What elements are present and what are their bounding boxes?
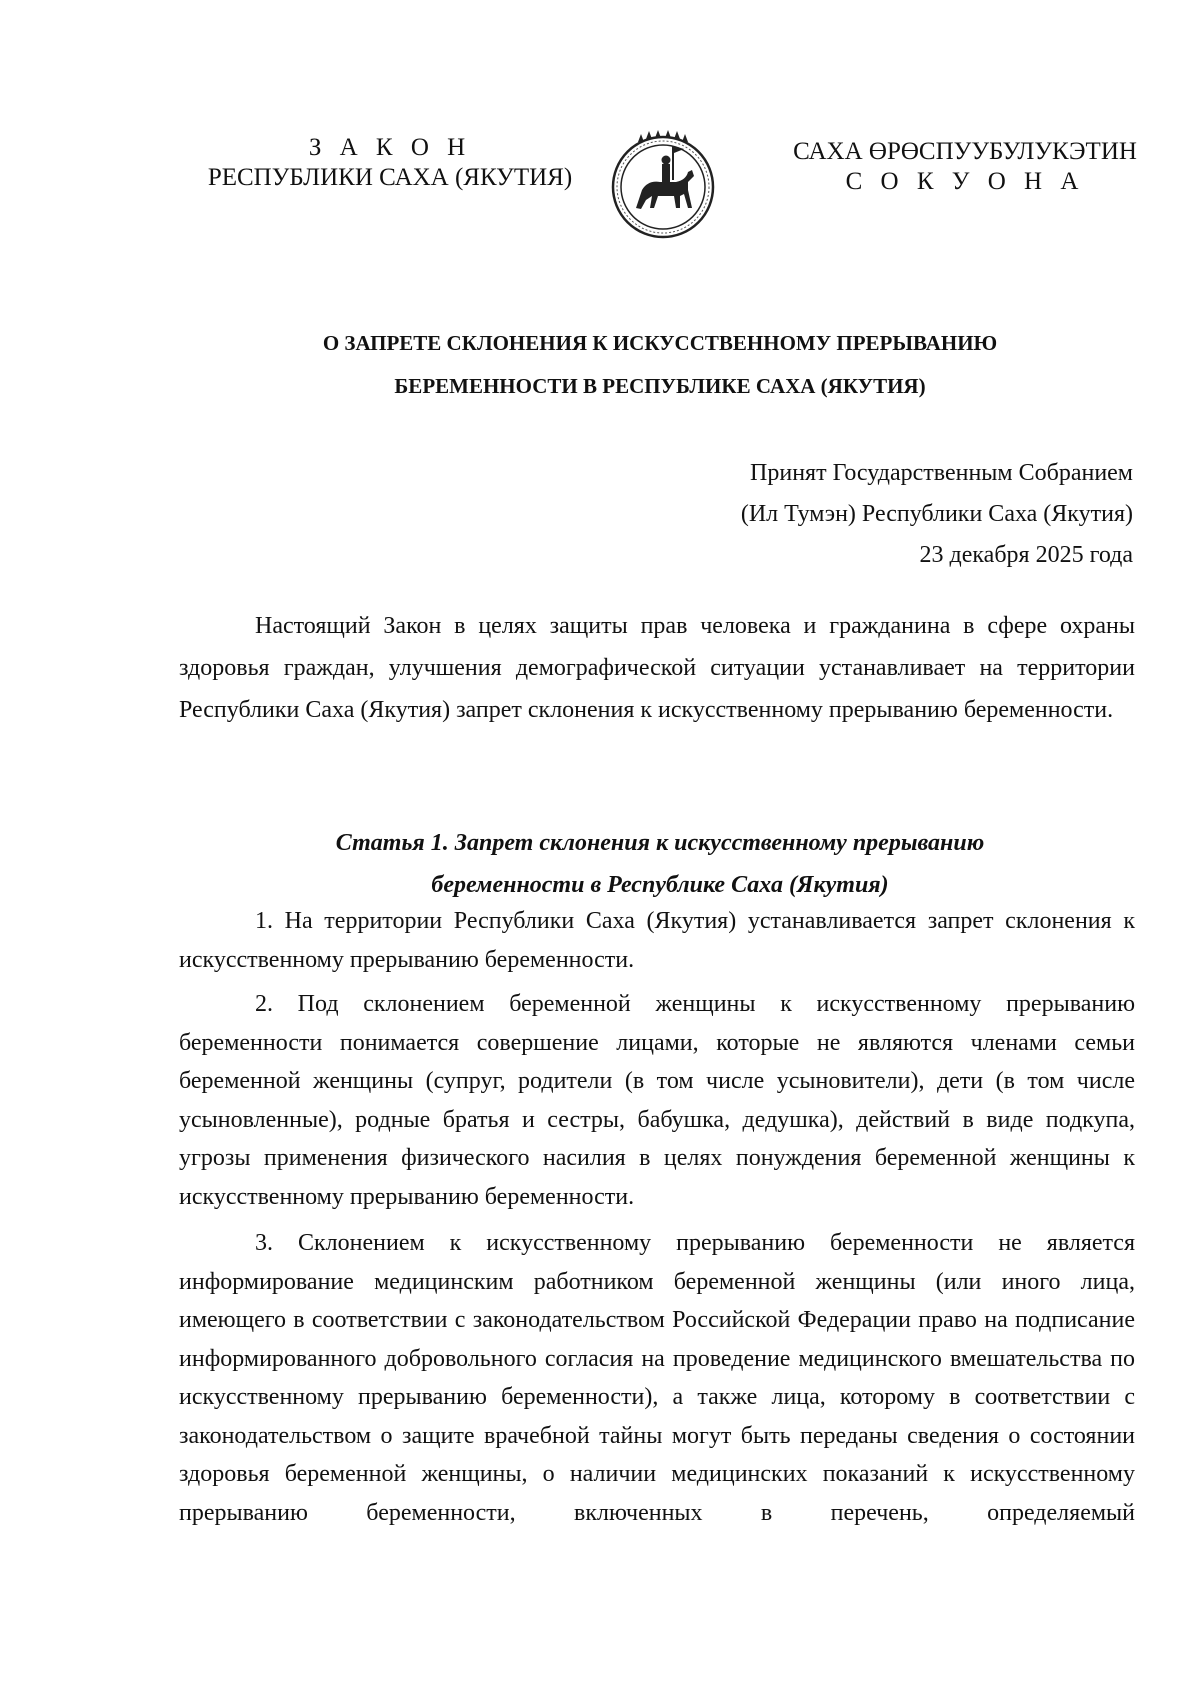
- adoption-block: [600, 453, 1133, 576]
- article-1-paragraph-2: 2. Под склонением беременной женщины к искусственному прерыванию беременности понимается совершение лицами, которые не являются членами семьи беременной женщины (супруг, родители (в том числе усыновители), дети (в том числе усыновленные), родные братья и сестры, бабушка, дедушка), действий в виде подкупа, угрозы применения физического насилия в целях понуждения беременной женщины к искусственному прерыванию беременности.: [179, 991, 1135, 1210]
- republic-name-sakha: САХА ӨРӨСПУУБУЛУКЭТИН: [793, 138, 1137, 165]
- article-1-heading-line1: Статья 1. Запрет склонения к искусственному прерыванию: [335, 830, 985, 856]
- header-left: [200, 133, 580, 193]
- article-1-heading: [160, 822, 1160, 906]
- article-1-body: [179, 902, 1135, 1532]
- republic-name-ru: РЕСПУБЛИКИ САХА (ЯКУТИЯ): [207, 164, 573, 191]
- header-right: [770, 137, 1160, 197]
- yakutia-coat-of-arms-icon: [608, 130, 718, 242]
- preamble: [179, 605, 1135, 731]
- law-label-sakha: С О К У О Н А: [845, 168, 1085, 195]
- adoption-line2: (Ил Тумэн) Республики Саха (Якутия): [740, 501, 1133, 527]
- law-title: [160, 322, 1160, 408]
- adoption-line1: Принят Государственным Собранием: [750, 460, 1133, 486]
- law-label: З А К О Н: [308, 134, 472, 161]
- preamble-text: Настоящий Закон в целях защиты прав человека и гражданина в сфере охраны здоровья граждан, улучшения демографической ситуации устанавливает на территории Республики Саха (Якутия) запрет склонения к искусственному прерыванию беременности.: [179, 613, 1135, 723]
- law-title-line1: О ЗАПРЕТЕ СКЛОНЕНИЯ К ИСКУССТВЕННОМУ ПРЕРЫВАНИЮ: [322, 331, 998, 355]
- article-1-heading-line2: беременности в Республике Саха (Якутия): [431, 872, 889, 898]
- law-title-line2: БЕРЕМЕННОСТИ В РЕСПУБЛИКЕ САХА (ЯКУТИЯ): [394, 374, 926, 398]
- article-1-paragraph-3: 3. Склонением к искусственному прерыванию беременности не является информирование медицинским работником беременной женщины (или иного лица, имеющего в соответствии с законодательством Российской Федерации право на подписание информированного добровольного согласия на проведение медицинского вмешательства по искусственному прерыванию беременности), а также лица, которому в соответствии с законодательством о защите врачебной тайны могут быть переданы сведения о состоянии здоровья беременной женщины, о наличии медицинских показаний к искусственному прерыванию беременности, включенных в перечень, определяемый: [179, 1230, 1135, 1526]
- article-1-paragraph-1: 1. На территории Республики Саха (Якутия) устанавливается запрет склонения к искусственному прерыванию беременности.: [179, 908, 1135, 973]
- adoption-date: 23 декабря 2025 года: [919, 542, 1133, 568]
